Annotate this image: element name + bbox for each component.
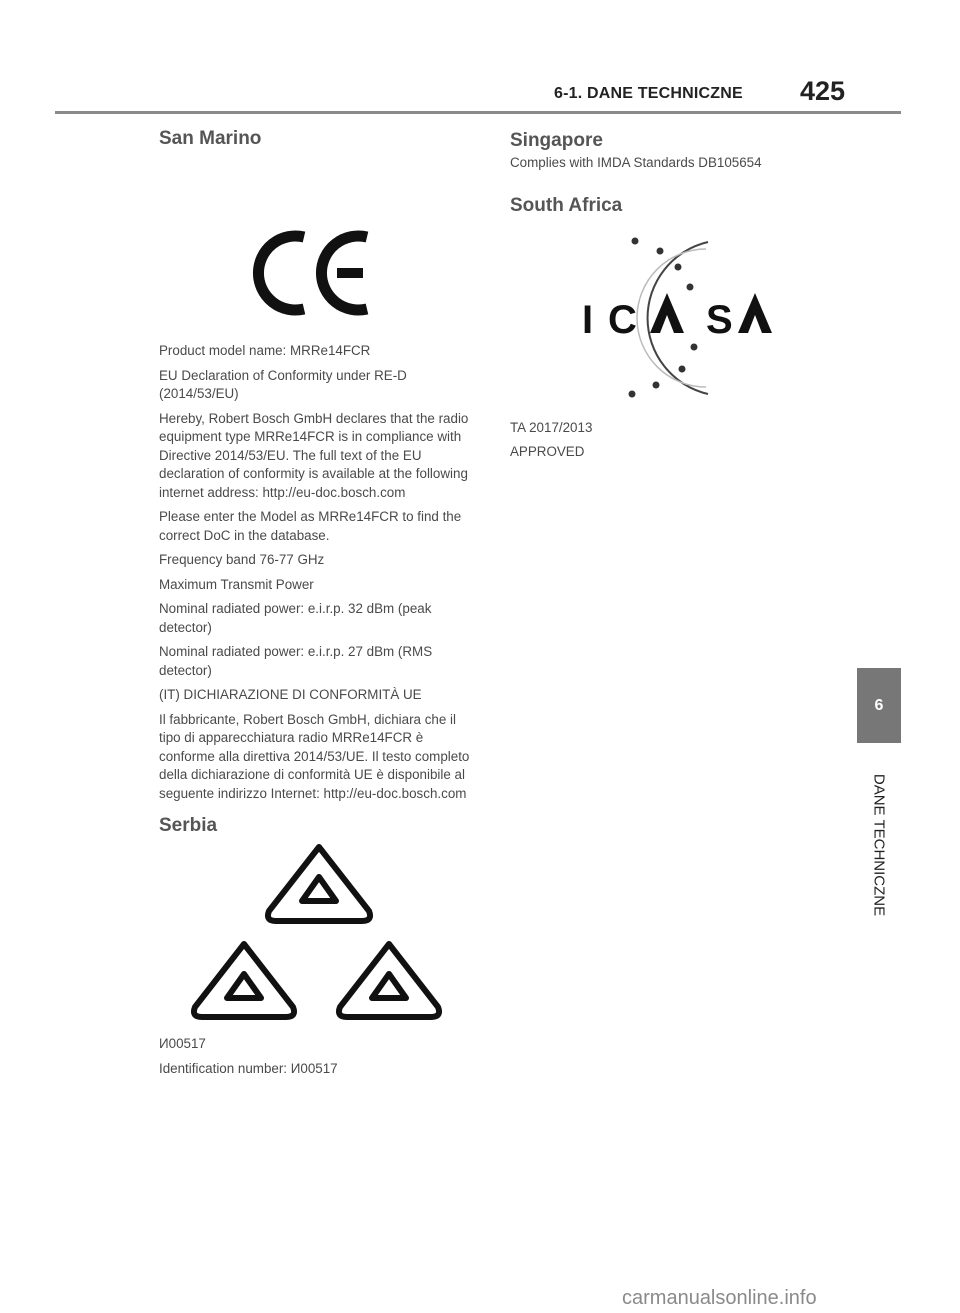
heading-singapore: Singapore: [510, 130, 603, 151]
paragraph: (IT) DICHIARAZIONE DI CONFORMITÀ UE: [159, 687, 422, 702]
watermark: carmanualsonline.info: [622, 1287, 817, 1309]
section-title: 6-1. DANE TECHNICZNE: [554, 85, 743, 102]
icasa-letter: C: [608, 297, 637, 342]
chapter-tab-label: DANE TECHNICZNE: [870, 773, 888, 917]
paragraph: Il fabbricante, Robert Bosch GmbH, dichiara che il tipo di apparecchiatura radio MRRe14FCR è conforme alla direttiva 2014/53/UE. Il testo completo della dichiarazione di conformità UE è disponibile al seguente indirizzo Internet: http://eu-doc.bosch.com: [159, 711, 470, 801]
icasa-letter: S: [706, 297, 733, 342]
paragraph: И00517: [159, 1036, 206, 1051]
right-column: [510, 128, 830, 468]
left-column: [159, 126, 474, 1084]
heading-san-marino: San Marino: [159, 128, 262, 149]
icasa-letter: I: [582, 297, 594, 342]
heading-south-africa: South Africa: [510, 194, 623, 216]
paragraph: Identification number: И00517: [159, 1060, 338, 1076]
heading-serbia: Serbia: [159, 815, 218, 836]
header-divider: [55, 111, 901, 114]
serbia-text: [159, 1035, 474, 1078]
icasa-logo-icon: [510, 219, 830, 419]
paragraph: Maximum Transmit Power: [159, 576, 314, 592]
page-number: 425: [800, 76, 846, 106]
paragraph: Please enter the Model as MRRe14FCR to find the correct DoC in the database.: [159, 509, 462, 543]
paragraph: Hereby, Robert Bosch GmbH declares that the radio equipment type MRRe14FCR is in compliance with Directive 2014/53/EU. The full text of the EU declaration of conformity is available at the following internet address: http://eu-doc.bosch.com: [159, 410, 469, 500]
chapter-tab: 6: [857, 668, 901, 743]
paragraph: Nominal radiated power: e.i.r.p. 27 dBm (RMS detector): [159, 644, 433, 678]
paragraph: Nominal radiated power: e.i.r.p. 32 dBm (peak detector): [159, 601, 432, 635]
paragraph: EU Declaration of Conformity under RE-D (2014/53/EU): [159, 367, 407, 401]
paragraph: Frequency band 76-77 GHz: [159, 552, 325, 567]
san-marino-text: [159, 342, 474, 803]
paragraph: Product model name: MRRe14FCR: [159, 343, 371, 358]
ce-mark-icon: [159, 152, 474, 342]
paragraph: APPROVED: [510, 444, 585, 459]
paragraph: TA 2017/2013: [510, 419, 593, 435]
paragraph: Complies with IMDA Standards DB105654: [510, 155, 762, 170]
south-africa-text: [510, 419, 830, 462]
serbian-triangle-mark-icon: [159, 839, 474, 1035]
